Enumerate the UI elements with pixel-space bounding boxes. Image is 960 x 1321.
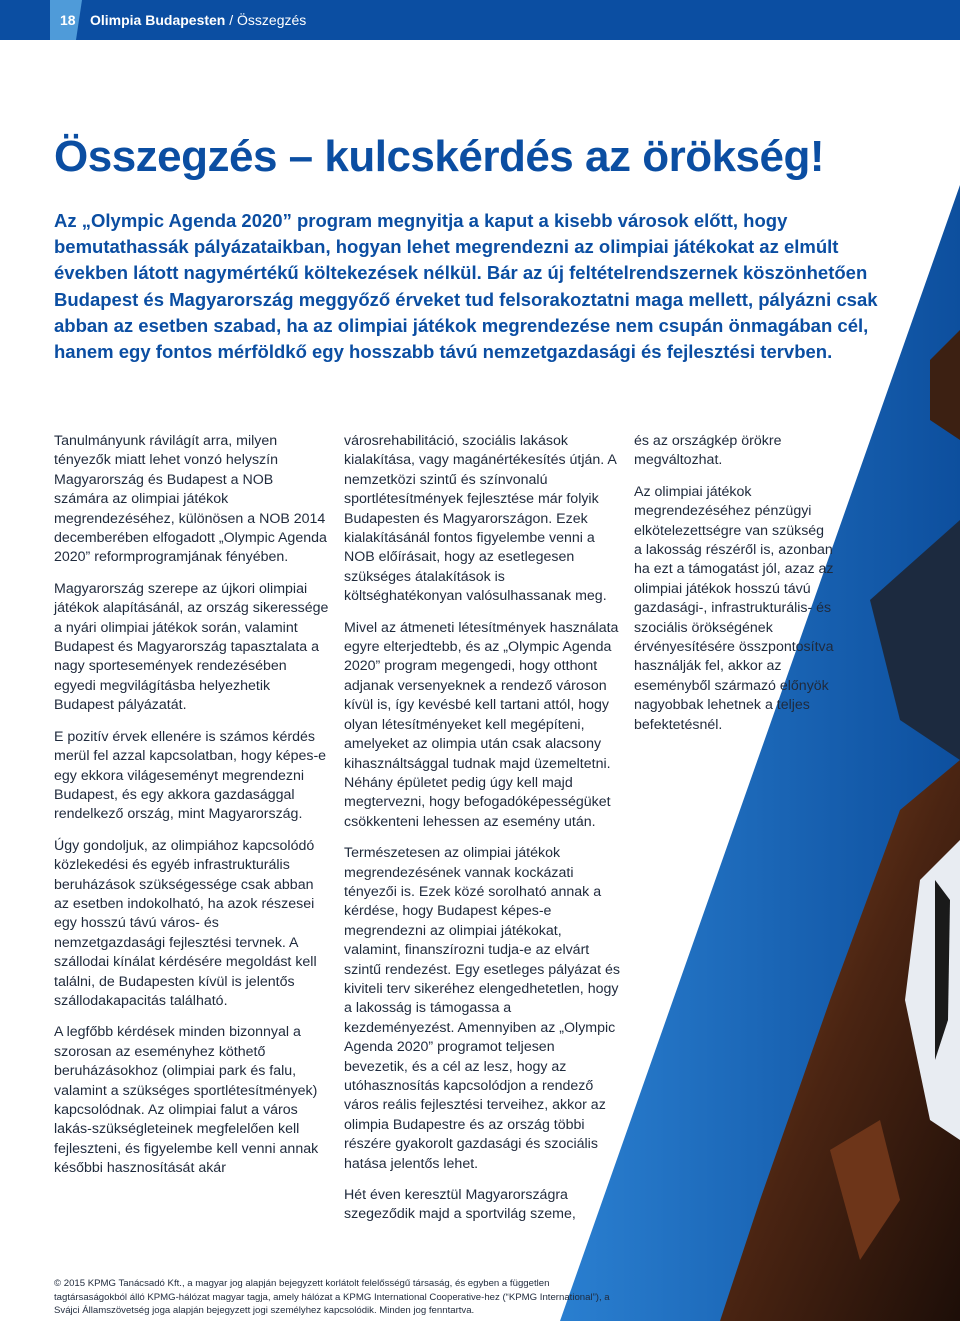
paragraph: és az országkép örökre megváltozhat. bbox=[634, 433, 782, 469]
paragraph: városrehabilitáció, szociális lakások kialakítása, vagy magánértékesítés útján. A nemzetközi szintű és színvonalú sportlétesítmények fejlesztése már folyik Budapesten és Magyarországon. Ezek kialakításánál fontos figyelembe venni a NOB előírásait, hogy az esetlegesen szükséges átalakítások is költséghatékonyan valósulhassanak meg. bbox=[344, 433, 617, 605]
page-title: Összegzés – kulcskérdés az örökség! bbox=[54, 132, 825, 181]
header-breadcrumb bbox=[90, 12, 306, 28]
copyright-footer: © 2015 KPMG Tanácsadó Kft., a magyar jog alapján bejegyzett korlátolt felelősségű társaság, és egyben a független tagtársaságokból álló KPMG-hálózat magyar tagja, amely hálózat a KPMG International Cooperative-hez (“KPMG International”), a Svájci Államszövetség joga alapján bejegyzett jogi személyhez kapcsolódik. Minden jog fenntartva. bbox=[54, 1278, 610, 1316]
paragraph: Az olimpiai játékok megrendezéséhez pénzügyi elkötelezettségre van szükség a lakosság részéről is, azonban ha ezt a támogatást jól, azaz az olimpiai játékok hosszú távú gazdasági-, infrastrukturális- és szociális örökségének érvényesítésére összpontosítva használják fel, akkor az eseményből származó előnyök nagyobbak lehetnek a teljes befektetésnél. bbox=[634, 483, 834, 733]
page-number: 18 bbox=[60, 12, 76, 28]
header-separator: / bbox=[225, 12, 238, 28]
header-bar bbox=[0, 0, 960, 40]
paragraph: Magyarország szerepe az újkori olimpiai játékok alapításánál, az ország sikeressége a nyári olimpiai játékok során, valamint Budapest és Magyarország tapasztalata a nagy sportesemények rendezésében egyedi megvilágításba helyezhetik Budapest pályázatát. bbox=[54, 580, 329, 714]
header-section: Olimpia Budapesten bbox=[90, 12, 226, 28]
paragraph: Természetesen az olimpiai játékok megrendezésének vannak kockázati tényezői is. Ezek közé sorolható annak a kérdése, hogy Budapest képes-e megrendezni az olimpiai játékokat, valamint, finanszírozni tudja-e az elvárt szintű rendezést. Egy esetleges pályázat és kiviteli terv sikeréhez elengedhetetlen, hogy a lakosság is támogassa a kezdeményezést. Amennyiben az „Olympic Agenda 2020” programot teljesen bevezetik, és a cél az lesz, hogy az utóhasznosítás kapcsolódjon a rendező város reális fejlesztési terveihez, akkor az olimpia Budapestre és az ország többi részére gyakorolt gazdasági és szociális hatása jelentős lehet. bbox=[344, 845, 621, 1172]
paragraph: A legfőbb kérdések minden bizonnyal a szorosan az eseményhez köthető beruházásokhoz (olimpiai park és falu, valamint a szükséges sportlétesítmények) kapcsolódnak. Az olimpiai falut a város lakás-szükségleteinek megfelelően kell fejleszteni, és figyelembe kell venni annak későbbi hasznosítását akár bbox=[54, 1024, 319, 1177]
text-column-1 bbox=[54, 432, 329, 1191]
paragraph: Úgy gondoljuk, az olimpiához kapcsolódó közlekedési és egyéb infrastrukturális beruházások szükségessége csak abban az esetben indokolható, ha azok részesei egy hosszú távú város- és nemzetgazdasági fejlesztési tervnek. A szállodai kínálat kérdésére megoldást kell találni, de Budapesten kívül is jelentős szállodakapacitás található. bbox=[54, 837, 317, 1009]
paragraph: Hét éven keresztül Magyarországra szegeződik majd a sportvilág szeme, bbox=[344, 1187, 576, 1223]
text-column-2 bbox=[344, 432, 622, 1237]
text-column-3 bbox=[634, 432, 834, 747]
paragraph: Tanulmányunk rávilágít arra, milyen tényezők miatt lehet vonzó helyszín Magyarország és Budapest a NOB számára az olimpiai játékok megrendezéséhez, különösen a NOB 2014 decemberében elfogadott „Olympic Agenda 2020” reformprogramjának fényében. bbox=[54, 433, 327, 566]
lead-paragraph: Az „Olympic Agenda 2020” program megnyitja a kaput a kisebb városok előtt, hogy bemutathassák pályázataikban, hogyan lehet megrendezni az olimpiai játékokat az elmúlt években látott nagymértékű költekezések nélkül. Bár az új feltételrendszernek köszönhetően Budapest és Magyarország meggyőző érveket tud felsorakoztatni maga mellett, pályázni csak abban az esetben szabad, ha az olimpiai játékok megrendezése nem csupán önmagában cél, hanem egy fontos mérföldkő egy hosszabb távú nemzetgazdasági és fejlesztési tervben. bbox=[54, 210, 878, 363]
paragraph: Mivel az átmeneti létesítmények használata egyre elterjedtebb, és az „Olympic Agenda 2020” program megengedi, hogy otthont adjanak versenyeknek a rendező városon kívül is, így kevésbé kell tartani attól, hogy olyan létesítményeket kell megépíteni, amelyeket az olimpia után csak alacsony kihasználtsággal tudnak majd üzemeltetni. Néhány épületet pedig úgy kell majd megtervezni, hogy befogadóképességüket csökkenteni lehessen az esemény után. bbox=[344, 619, 619, 830]
paragraph: E pozitív érvek ellenére is számos kérdés merül fel azzal kapcsolatban, hogy képes-e egy ekkora világeseményt megrendezni Budapest, és egy akkora gazdasággal rendelkező ország, mint Magyarország. bbox=[54, 728, 327, 823]
header-subsection: Összegzés bbox=[237, 12, 307, 28]
